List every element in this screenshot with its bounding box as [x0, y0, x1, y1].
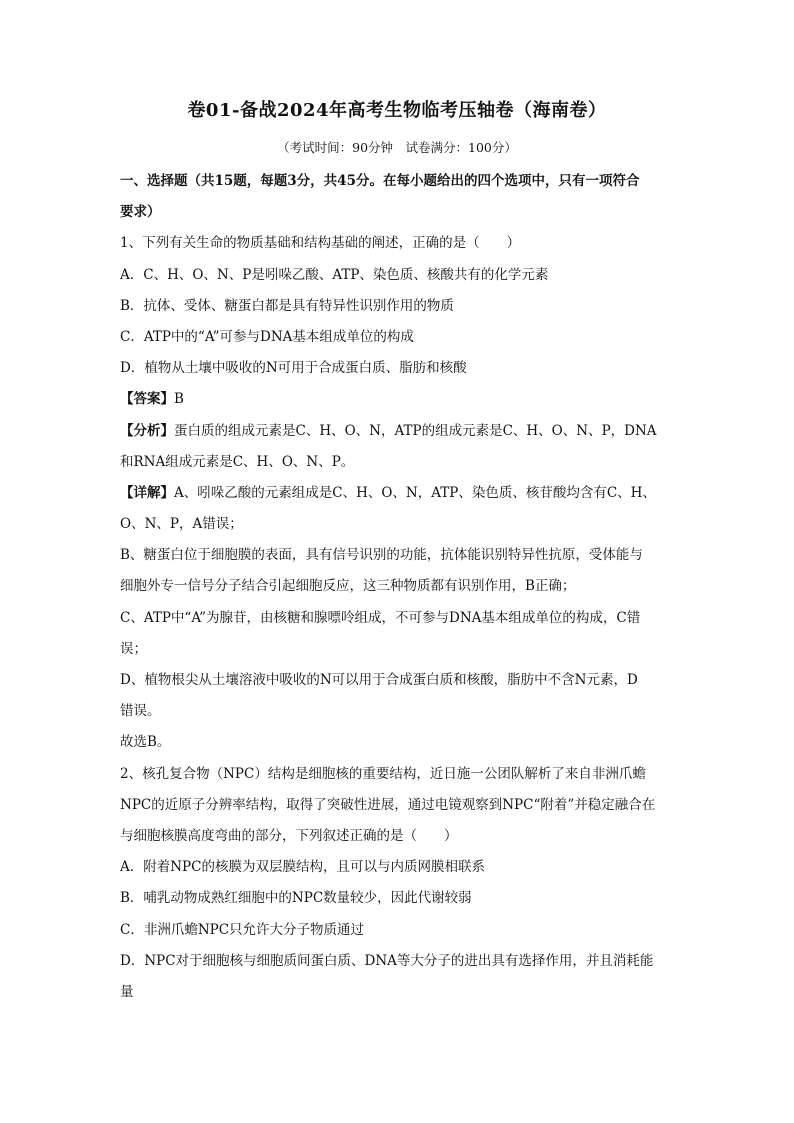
answer-line [120, 389, 680, 420]
detail-line-8: 错误。 [120, 703, 161, 720]
exam-info: （考试时间：90分钟 试卷满分：100分） [277, 140, 517, 155]
question-2-option-b: B．哺乳动物成熟红细胞中的NPC数量较少，因此代谢较弱 [120, 890, 472, 907]
question-2-stem-3: 与细胞核膜高度弯曲的部分，下列叙述正确的是（ ） [120, 827, 458, 844]
analysis-text: 蛋白质的组成元素是C、H、O、N，ATP的组成元素是C、H、O、N、P，DNA [174, 422, 657, 439]
detail-tag: 【详解】 [120, 484, 174, 501]
detail-line-3: B、糖蛋白位于细胞膜的表面，具有信号识别的功能，抗体能识别特异性抗原，受体能与 [120, 547, 643, 564]
answer-value: B [174, 391, 184, 408]
question-2-option-d-cont: 量 [120, 983, 134, 1000]
question-2-stem-2: NPC的近原子分辨率结构，取得了突破性进展，通过电镜观察到NPC“附着”并稳定融合在 [120, 796, 656, 813]
question-1-option-a: A．C、H、O、N、P是吲哚乙酸、ATP、染色质、核酸共有的化学元素 [120, 266, 549, 283]
question-1-option-c: C．ATP中的“A”可参与DNA基本组成单位的构成 [120, 328, 414, 345]
detail-line-6: 误； [120, 640, 147, 657]
detail-line-5: C、ATP中“A”为腺苷，由核糖和腺嘌呤组成，不可参与DNA基本组成单位的构成，C错 [120, 609, 641, 626]
detail-line-4: 细胞外专一信号分子结合引起细胞反应，这三种物质都有识别作用，B正确； [120, 578, 576, 595]
section-heading-cont: 要求） [120, 204, 161, 221]
detail-line [120, 483, 680, 514]
question-2-option-c: C．非洲爪蟾NPC只允许大分子物质通过 [120, 921, 365, 938]
detail-line-7: D、植物根尖从土壤溶液中吸收的N可以用于合成蛋白质和核酸，脂肪中不含N元素，D [120, 672, 638, 688]
question-2-option-d: D．NPC对于细胞核与细胞质间蛋白质、DNA等大分子的进出具有选择作用，并且消耗能 [120, 952, 654, 969]
detail-text: A、吲哚乙酸的元素组成是C、H、O、N，ATP、染色质、核苷酸均含有C、H、 [174, 484, 656, 501]
section-heading: 一、选择题（共15题，每题3分，共45分。在每小题给出的四个选项中，只有一项符合 [120, 173, 640, 189]
question-1-stem: 1、下列有关生命的物质基础和结构基础的阐述，正确的是（ ） [120, 235, 521, 252]
analysis-line-cont: 和RNA组成元素是C、H、O、N、P。 [120, 453, 355, 470]
document-body [120, 171, 680, 1013]
analysis-tag: 【分析】 [120, 422, 174, 439]
question-2-option-a: A．附着NPC的核膜为双层膜结构，且可以与内质网膜相联系 [120, 859, 485, 876]
analysis-line [120, 421, 680, 452]
page-title: 卷01-备战2024年高考生物临考压轴卷（海南卷） [187, 100, 607, 121]
question-1-option-b: B．抗体、受体、糖蛋白都是具有特异性识别作用的物质 [120, 297, 454, 314]
answer-tag: 【答案】 [120, 391, 174, 408]
conclusion-line: 故选B。 [120, 734, 171, 751]
question-1-option-d: D．植物从土壤中吸收的N可用于合成蛋白质、脂肪和核酸 [120, 360, 467, 377]
detail-line-2: O、N、P，A错误； [120, 516, 243, 533]
question-2-stem: 2、核孔复合物（NPC）结构是细胞核的重要结构，近日施一公团队解析了来自非洲爪蟾 [120, 765, 646, 782]
